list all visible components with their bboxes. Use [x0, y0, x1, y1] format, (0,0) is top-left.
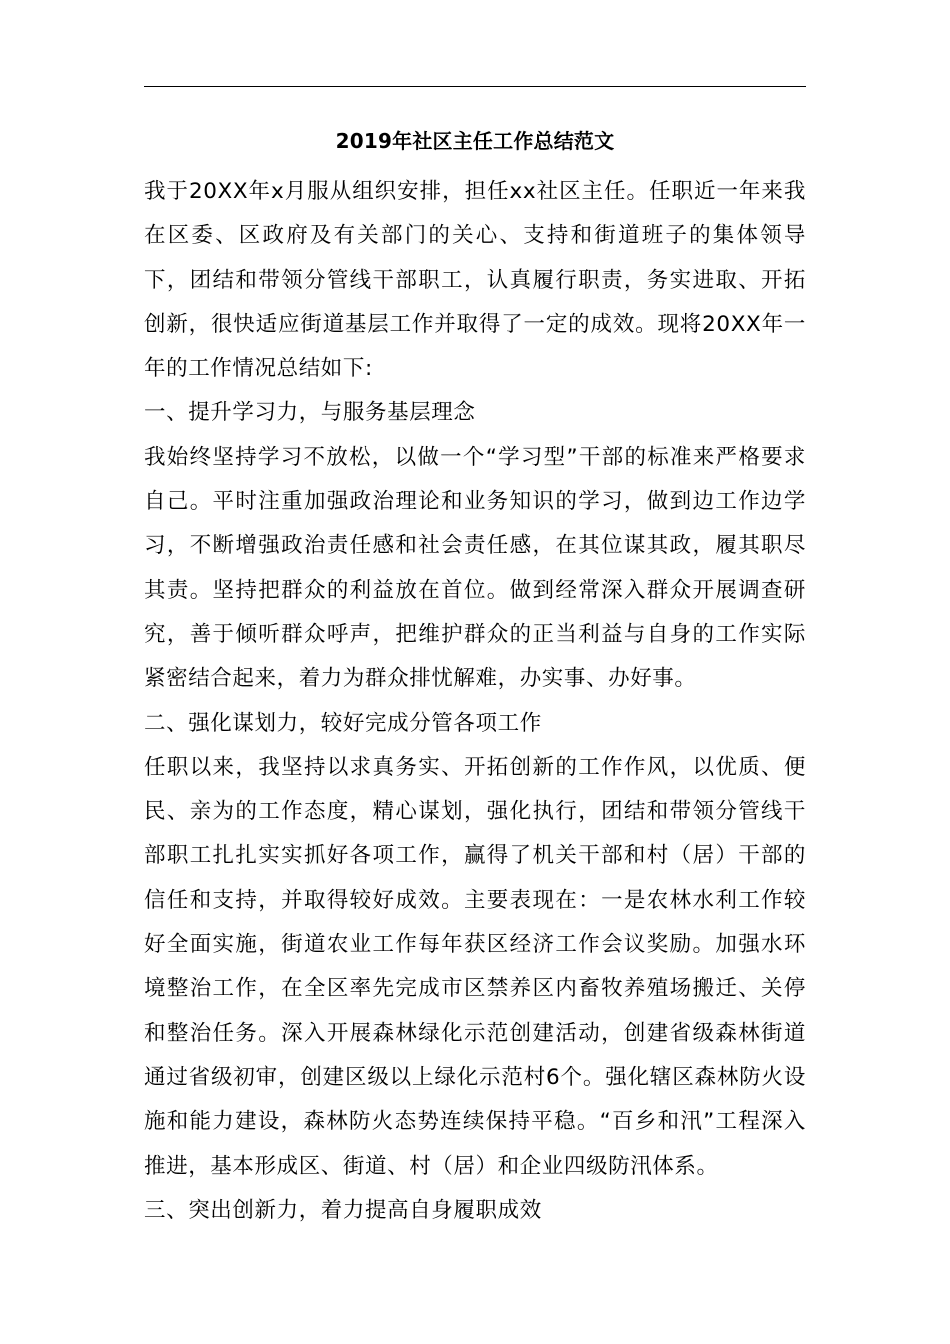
section-body-1: 我始终坚持学习不放松，以做一个“学习型”干部的标准来严格要求自己。平时注重加强政治理论和业务知识的学习，做到边工作边学习，不断增强政治责任感和社会责任感，在其位谋其政，履其职尽其责。坚持把群众的利益放在首位。做到经常深入群众开展调查研究，善于倾听群众呼声，把维护群众的正当利益与自身的工作实际紧密结合起来，着力为群众排忧解难，办实事、办好事。 [144, 444, 806, 692]
section-body-2: 任职以来，我坚持以求真务实、开拓创新的工作作风，以优质、便民、亲为的工作态度，精心谋划，强化执行，团结和带领分管线干部职工扎扎实实抓好各项工作，赢得了机关干部和村（居）干部的信任和支持，并取得较好成效。主要表现在：一是农林水利工作较好全面实施，街道农业工作每年获区经济工作会议奖励。加强水环境整治工作，在全区率先完成市区禁养区内畜牧养殖场搬迁、关停和整治任务。深入开展森林绿化示范创建活动，创建省级森林街道通过省级初审，创建区级以上绿化示范村6个。强化辖区森林防火设施和能力建设，森林防火态势连续保持平稳。“百乡和汛”工程深入推进，基本形成区、街道、村（居）和企业四级防汛体系。 [144, 754, 806, 1179]
section-heading-3: 三、突出创新力，着力提高自身履职成效 [144, 1197, 542, 1223]
header-rule [144, 86, 806, 87]
intro-paragraph: 我于20XX年x月服从组织安排，担任xx社区主任。任职近一年来我在区委、区政府及有关部门的关心、支持和街道班子的集体领导下，团结和带领分管线干部职工，认真履行职责，务实进取、开拓创新，很快适应街道基层工作并取得了一定的成效。现将20XX年一年的工作情况总结如下: [144, 179, 806, 382]
document-title: 2019年社区主任工作总结范文 [335, 129, 615, 153]
document-body [144, 121, 806, 1233]
section-heading-2: 二、强化谋划力，较好完成分管各项工作 [144, 710, 542, 736]
section-heading-1: 一、提升学习力，与服务基层理念 [144, 400, 476, 426]
